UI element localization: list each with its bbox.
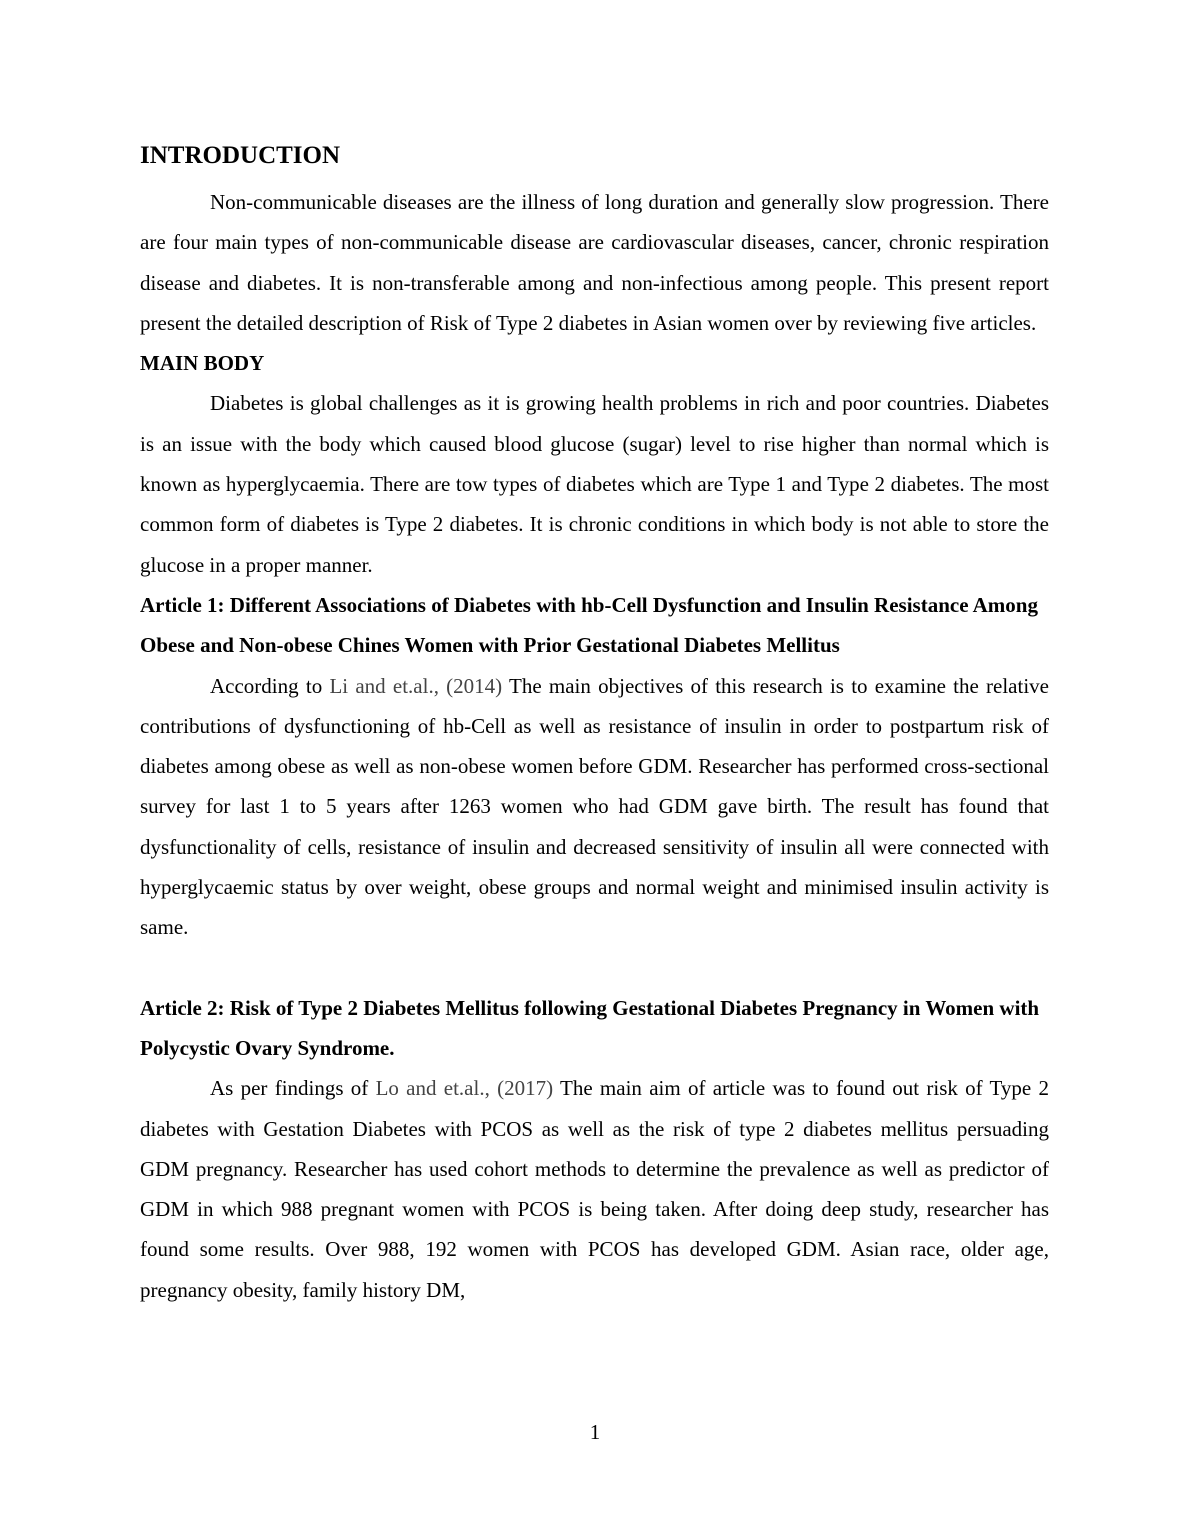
article-2-heading: Article 2: Risk of Type 2 Diabetes Mellitus following Gestational Diabetes Pregnancy in Women with Polycystic Ovary Syndrome. [140,995,1040,1060]
article-1-paragraph [140,666,1049,948]
introduction-heading: INTRODUCTION [140,142,341,169]
introduction-paragraph: Non-communicable diseases are the illness of long duration and generally slow progression. There are four main types of non-communicable disease are cardiovascular diseases, cancer, chronic respiration disease and diabetes. It is non-transferable among and non-infectious among people. This present report present the detailed description of Risk of Type 2 diabetes in Asian women over by reviewing five articles. [140,190,1049,335]
main-body-heading: MAIN BODY [140,351,265,376]
page-number: 1 [589,1420,601,1444]
page-content [140,140,1049,1310]
article-1-body: The main objectives of this research is to examine the relative contributions of dysfunctioning of hb-Cell as well as resistance of insulin in order to postpartum risk of diabetes among obese as well as non-obese women before GDM. Researcher has performed cross-sectional survey for last 1 to 5 years after 1263 women who had GDM gave birth. The result has found that dysfunctionality of cells, resistance of insulin and decreased sensitivity of insulin all were connected with hyperglycaemic status by over weight, obese groups and normal weight and minimised insulin activity is same. [140,673,1049,940]
article-1-lead: According to [210,673,330,698]
article-2-body: The main aim of article was to found out risk of Type 2 diabetes with Gestation Diabetes with PCOS as well as the risk of type 2 diabetes mellitus persuading GDM pregnancy. Researcher has used cohort methods to determine the prevalence as well as predictor of GDM in which 988 pregnant women with PCOS is being taken. After doing deep study, researcher has found some results. Over 988, 192 women with PCOS has developed GDM. Asian race, older age, pregnancy obesity, family history DM, [140,1076,1049,1302]
article-1-citation: Li and et.al., (2014) [329,673,503,698]
article-1-heading: Article 1: Different Associations of Diabetes with hb-Cell Dysfunction and Insulin Resistance Among Obese and Non-obese Chines Women with Prior Gestational Diabetes Mellitus [140,592,1038,658]
article-2-paragraph [140,1068,1049,1310]
main-body-paragraph: Diabetes is global challenges as it is growing health problems in rich and poor countries. Diabetes is an issue with the body which caused blood glucose (sugar) level to rise higher than normal which is known as hyperglycaemia. There are tow types of diabetes which are Type 1 and Type 2 diabetes. The most common form of diabetes is Type 2 diabetes. It is chronic conditions in which body is not able to store the glucose in a proper manner. [140,391,1049,577]
article-2-citation: Lo and et.al., (2017) [375,1076,554,1101]
section-spacer [140,948,1049,988]
article-2-lead: As per findings of [210,1076,376,1101]
